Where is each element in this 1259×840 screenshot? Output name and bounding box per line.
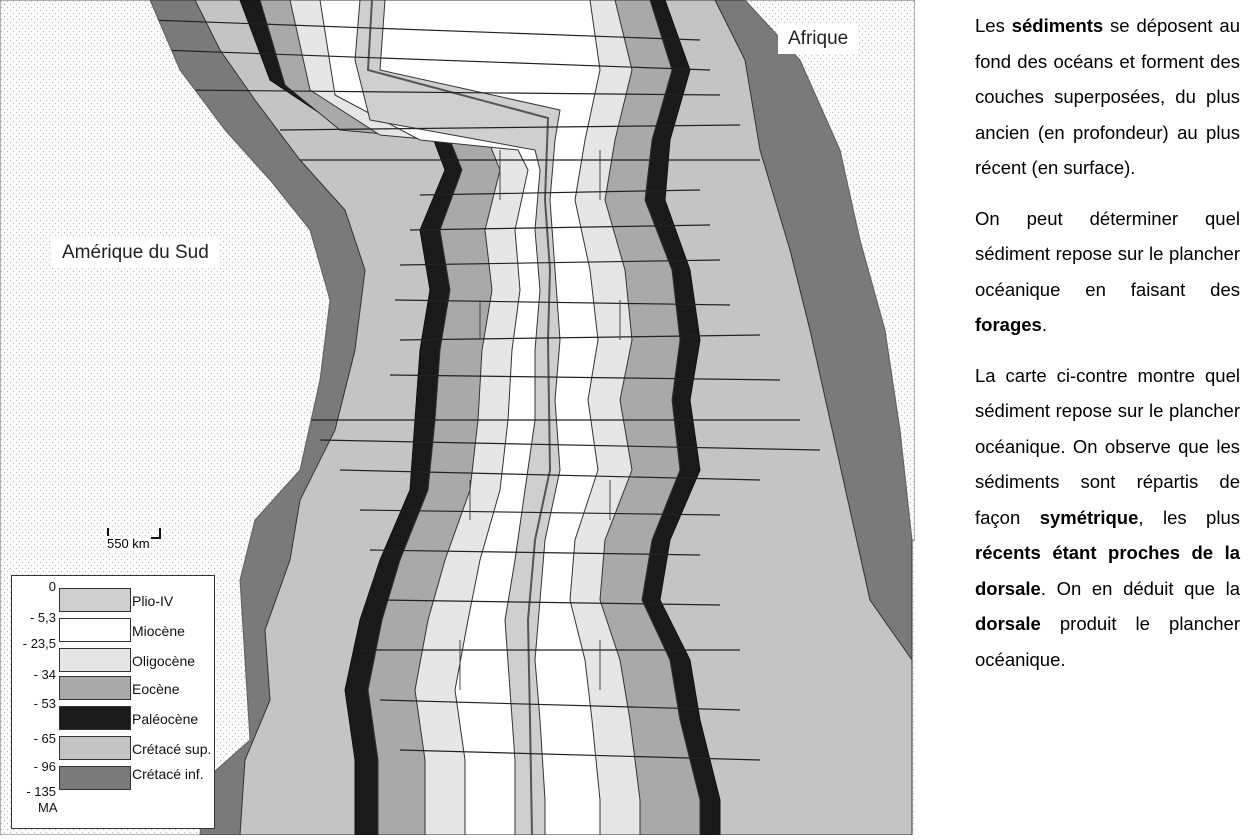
legend-label: Plio-IV <box>132 593 174 609</box>
text-run: , les plus <box>1138 506 1240 528</box>
paragraph-3 <box>975 358 1240 678</box>
bold-text: récents étant proches de la dorsale <box>975 542 1240 599</box>
label-south-america: Amérique du Sud <box>52 238 219 268</box>
legend-age: - 34 <box>33 667 56 682</box>
legend-swatch-miocene <box>59 618 131 642</box>
text-run: Les <box>975 15 1012 36</box>
text-run: produit le plancher océanique. <box>975 613 1240 670</box>
legend-swatch-cretace-inf <box>59 766 131 790</box>
legend-swatch-cretace-sup <box>59 736 131 760</box>
paragraph-2 <box>975 201 1240 343</box>
legend-label: Crétacé inf. <box>132 766 204 782</box>
scale-bar-label: 550 km <box>107 536 150 551</box>
legend-age: - 65 <box>33 731 56 746</box>
legend-swatch-oligocene <box>59 648 131 672</box>
legend-label: Miocène <box>132 623 185 639</box>
text-run: On peut déterminer quel sédiment repose sur le plancher océanique en faisant des <box>975 207 1240 300</box>
text-run: . <box>1041 314 1047 335</box>
legend-unit: MA <box>38 800 58 815</box>
explanation-text <box>975 8 1240 692</box>
bold-text: sédiments <box>1011 15 1104 36</box>
text-run: . On en déduit que la <box>1040 577 1240 599</box>
legend-label: Oligocène <box>132 653 196 669</box>
legend-label: Paléocène <box>132 711 199 727</box>
text-run: La carte ci-contre montre quel sédiment repose sur le plancher océanique. On observe que les sédiments sont répartis de façon <box>975 364 1240 528</box>
legend-age: - 53 <box>33 696 56 711</box>
legend-age: - 5,3 <box>29 610 56 625</box>
paragraph-1 <box>975 8 1240 186</box>
bold-text: symétrique <box>1039 506 1139 528</box>
legend-swatch-plio <box>59 588 131 612</box>
bold-text: dorsale <box>975 613 1041 634</box>
label-africa: Afrique <box>778 24 858 54</box>
text-run: se déposent au fond des océans et forment des couches superposées, du plus ancien (en profondeur) au plus récent (en surface). <box>975 15 1240 178</box>
legend <box>11 575 215 829</box>
legend-swatch-eocene <box>59 676 131 700</box>
legend-age: - 96 <box>33 759 56 774</box>
bold-text: forages <box>975 314 1042 335</box>
legend-age: 0 <box>48 579 56 594</box>
legend-age: - 135 <box>26 784 56 799</box>
legend-label: Crétacé sup. <box>132 741 212 757</box>
legend-label: Eocène <box>132 681 180 697</box>
legend-age: - 23,5 <box>22 636 56 651</box>
legend-swatch-paleocene <box>59 706 131 730</box>
